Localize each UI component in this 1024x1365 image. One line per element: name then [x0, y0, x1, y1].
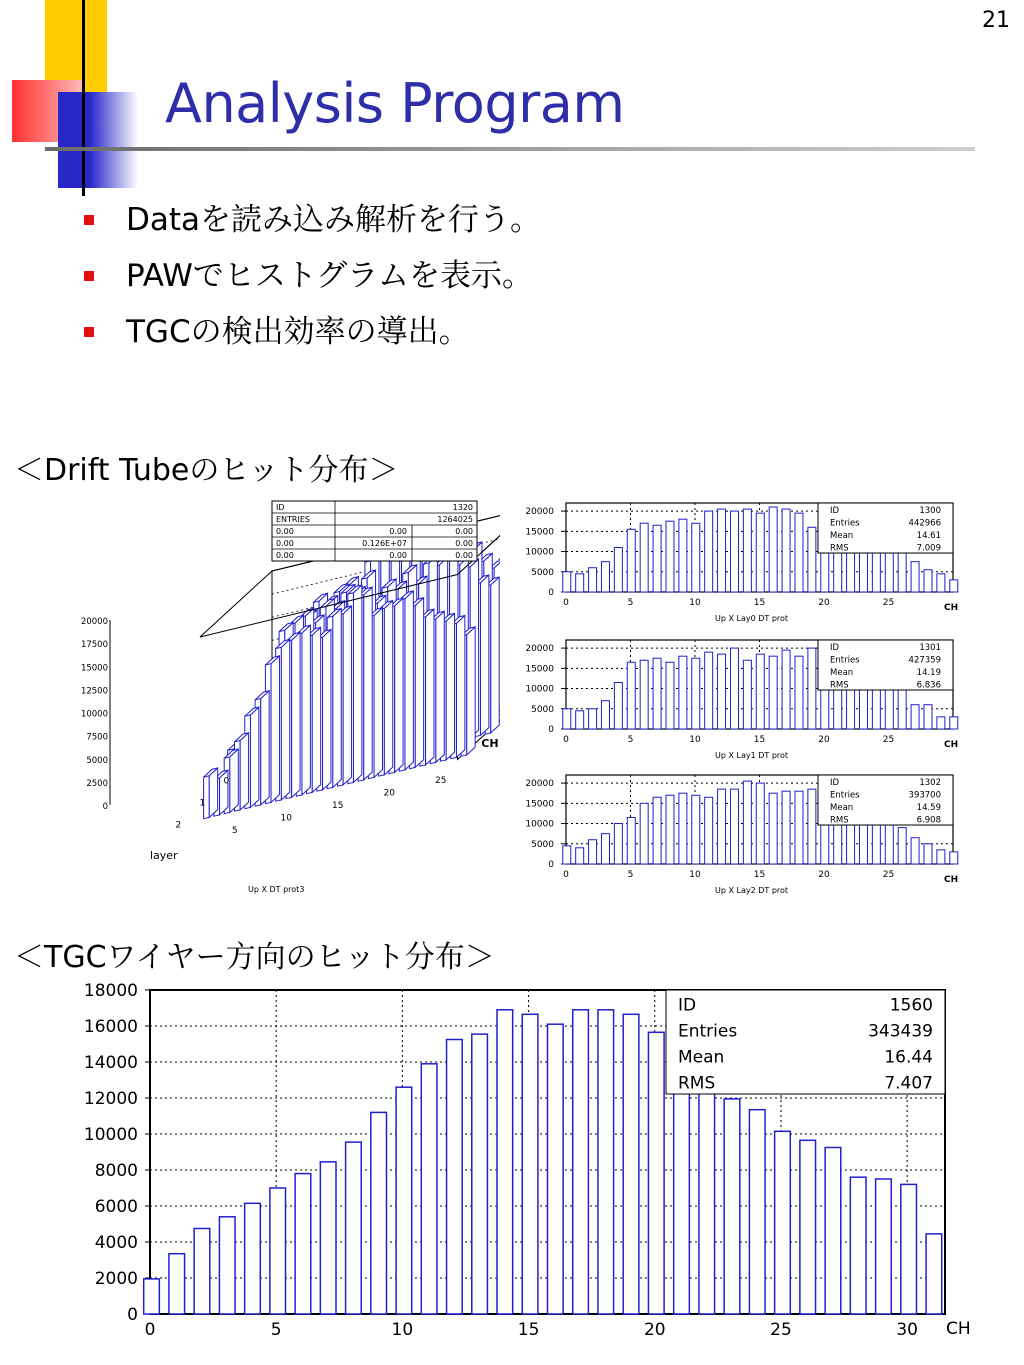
x-tick-label: 20: [818, 598, 830, 608]
stats-label: RMS: [830, 815, 849, 826]
z-tick-label: 12500: [80, 686, 108, 697]
x-tick-label: 0: [563, 598, 569, 608]
histogram-bar: [421, 1064, 437, 1314]
histogram-bar: [743, 509, 751, 592]
histogram-bar: [950, 852, 958, 864]
x-tick-label: 5: [231, 825, 238, 836]
x-axis-label: CH: [481, 736, 499, 750]
x-tick-label: 10: [391, 1320, 414, 1340]
page-number: 21: [982, 8, 1010, 33]
title-rule: [45, 147, 975, 151]
histogram-bar: [601, 834, 609, 864]
y-tick-label: 6000: [94, 1196, 138, 1217]
histogram-bar: [270, 1188, 286, 1314]
layer-axis-label: layer: [150, 849, 178, 862]
histogram-bar: [640, 660, 648, 729]
histogram-bar: [911, 562, 919, 592]
x-tick-label: 20: [643, 1320, 666, 1340]
y-tick-label: 8000: [94, 1160, 138, 1181]
histogram-bar: [898, 828, 906, 864]
x-tick-label: 25: [882, 598, 895, 608]
stats-value: 393700: [908, 790, 941, 801]
lego-bar-side: [230, 749, 238, 812]
stats-value: 14.61: [916, 530, 941, 541]
stats-value: 1300: [919, 505, 941, 516]
histogram-bar: [640, 803, 648, 864]
histogram-bar: [808, 789, 816, 864]
deco-vertical-line: [82, 0, 85, 196]
histogram-layer2: [510, 767, 970, 902]
histogram-bar: [666, 521, 674, 592]
histogram-bar: [396, 1087, 412, 1314]
histogram-bar: [666, 662, 674, 729]
histogram-bar: [924, 705, 932, 729]
histogram-bar: [924, 844, 932, 864]
bullet-text: Dataを読み込み解析を行う。: [126, 202, 542, 238]
histogram-bar: [219, 1217, 235, 1314]
lego-bar-side: [271, 656, 279, 802]
stats-label: ID: [830, 642, 840, 653]
histogram-bar: [614, 548, 622, 593]
histogram-bar: [699, 1083, 715, 1314]
histogram-bar: [648, 1032, 664, 1314]
histogram-bar: [144, 1279, 160, 1314]
stats-value: 14.59: [916, 802, 941, 813]
stats-value: 427359: [908, 655, 941, 666]
stats-cell: 1320: [452, 503, 473, 512]
histogram-bar: [653, 658, 661, 729]
stats-label: ID: [678, 995, 697, 1016]
histogram-tgc: [0, 980, 1024, 1365]
bullet-list: [84, 192, 541, 360]
histogram-bar: [782, 509, 790, 592]
lego-bar-side: [292, 632, 300, 797]
bullet-text: TGCの検出効率の導出。: [126, 314, 470, 350]
stats-cell: 0.00: [455, 527, 473, 536]
stats-cell: 0.00: [389, 527, 407, 536]
stats-label: Mean: [830, 802, 854, 813]
z-tick-label: 5000: [86, 755, 108, 766]
histogram-bar: [666, 795, 674, 864]
lego-bar-side: [302, 625, 310, 795]
histogram-bar: [898, 552, 906, 592]
stats-label: Entries: [830, 518, 860, 529]
deco-blue-block: [58, 92, 138, 188]
x-axis-label: CH: [944, 875, 959, 885]
lego-bar-side: [456, 616, 464, 758]
histogram-bar: [627, 662, 635, 729]
x-tick-label: 15: [753, 598, 766, 608]
histogram-bar: [825, 1148, 841, 1315]
y-tick-label: 15000: [525, 664, 554, 675]
histogram-bar: [614, 824, 622, 864]
stats-cell: 0.00: [276, 551, 294, 560]
histogram-bar: [573, 1010, 589, 1314]
lego-bar-side: [467, 627, 475, 755]
stats-cell: 0.00: [389, 551, 407, 560]
section-heading-tgc: ＜TGCワイヤー方向のヒット分布＞: [14, 940, 495, 975]
histogram-bar: [692, 523, 700, 592]
stats-label: Entries: [678, 1021, 738, 1042]
histogram-bar: [627, 817, 635, 864]
histogram-bar: [623, 1014, 639, 1314]
x-tick-label: 5: [627, 735, 634, 745]
histogram-bar: [730, 511, 738, 592]
histogram-bar: [576, 711, 584, 729]
histogram-bar: [718, 509, 726, 592]
x-tick-label: 15: [753, 870, 766, 880]
histogram-bar: [743, 660, 751, 729]
y-tick-label: 5000: [531, 567, 554, 578]
histogram-bar: [679, 656, 687, 729]
stats-label: Mean: [678, 1047, 725, 1068]
y-tick-label: 10000: [83, 1124, 138, 1145]
y-tick-label: 20000: [525, 779, 554, 790]
lego-bar-side: [312, 627, 320, 792]
z-tick-label: 15000: [80, 663, 108, 674]
histogram-bar: [705, 511, 713, 592]
y-tick-label: 20000: [525, 507, 554, 518]
x-tick-label: 20: [818, 870, 830, 880]
lego-bar-side: [353, 585, 361, 782]
stats-value: 14.19: [916, 667, 941, 678]
histogram-bar: [589, 840, 597, 864]
stats-label: RMS: [830, 680, 849, 691]
lego-bar-side: [480, 575, 488, 735]
lego-bar-side: [374, 608, 382, 778]
histogram-bar: [601, 701, 609, 729]
stats-value: 16.44: [884, 1047, 933, 1068]
stats-label: Mean: [830, 667, 854, 678]
stats-cell: 0.00: [455, 539, 473, 548]
histogram-bar: [937, 574, 945, 592]
stats-value: 6.908: [916, 815, 941, 826]
histogram-bar: [800, 1140, 816, 1314]
y-tick-label: 5000: [531, 839, 554, 850]
x-tick-label: 25: [882, 870, 895, 880]
stats-value: 1302: [919, 777, 941, 788]
stats-cell: 0.00: [455, 551, 473, 560]
histogram-bar: [548, 1024, 564, 1314]
lego-bar-side: [323, 630, 331, 790]
lego-bar-side: [333, 609, 341, 788]
z-tick-label: 10000: [80, 709, 108, 720]
histogram-bar: [730, 648, 738, 729]
stats-cell: ENTRIES: [276, 515, 310, 524]
histogram-bar: [756, 783, 764, 864]
histogram-bar: [769, 507, 777, 592]
stats-cell: 0.00: [276, 527, 294, 536]
histogram-bar: [563, 572, 571, 592]
x-tick-label: 15: [753, 735, 766, 745]
histogram-bar: [950, 580, 958, 592]
bullet-item: [84, 248, 541, 304]
histogram-bar: [194, 1229, 210, 1315]
histogram-bar: [718, 654, 726, 729]
histogram-bar: [718, 789, 726, 864]
stats-label: RMS: [830, 543, 849, 554]
stats-value: 7.407: [884, 1073, 933, 1094]
histogram-bar: [937, 717, 945, 729]
stats-label: Entries: [830, 655, 860, 666]
x-tick-label: 10: [280, 813, 292, 824]
page-title: Analysis Program: [165, 72, 625, 135]
lego-bar-side: [250, 707, 258, 807]
histogram-bar: [795, 513, 803, 592]
y-tick-label: 4000: [94, 1232, 138, 1253]
x-tick-label: 25: [434, 775, 447, 786]
plot-caption: Up X Lay0 DT prot: [715, 614, 789, 623]
lego-bar-side: [405, 591, 413, 770]
deco-yellow-block: [45, 0, 107, 92]
histogram-bar: [724, 1099, 740, 1314]
y-tick-label: 10000: [525, 684, 554, 695]
x-tick-label: 30: [896, 1320, 918, 1340]
lego-bar-side: [415, 598, 423, 768]
histogram-bar: [601, 562, 609, 592]
stats-value: 6.836: [916, 680, 941, 691]
histogram-bar: [775, 1131, 791, 1314]
stats-value: 1301: [919, 642, 941, 653]
histogram-bar: [876, 1179, 892, 1314]
histogram-bar: [497, 1010, 513, 1314]
histogram-bar: [576, 848, 584, 864]
histogram-bar: [911, 838, 919, 864]
stats-box: [272, 501, 477, 561]
y-tick-label: 0: [548, 588, 554, 599]
stats-label: Entries: [830, 790, 860, 801]
lego-bar-side: [364, 587, 372, 780]
z-tick-label: 2500: [86, 778, 108, 789]
stats-label: RMS: [678, 1073, 716, 1094]
lego-bar-side: [395, 598, 403, 772]
histogram-bar: [692, 658, 700, 729]
histogram-layer1: [510, 632, 970, 767]
lego-plot: [30, 495, 500, 900]
histogram-bar: [614, 682, 622, 729]
y-tick-label: 14000: [83, 1052, 138, 1073]
stats-cell: ID: [276, 503, 285, 512]
histogram-bar: [245, 1203, 261, 1314]
histogram-layer0: [510, 495, 970, 630]
bullet-square-icon: [84, 271, 94, 281]
stats-value: 7.009: [916, 543, 941, 554]
lego-bar-side: [240, 733, 248, 810]
y-tick-label: 0: [127, 1304, 138, 1325]
x-tick-label: 25: [882, 735, 895, 745]
lego-bar: [204, 776, 210, 819]
histogram-bar: [653, 797, 661, 864]
histogram-bar: [756, 513, 764, 592]
lego-bar-side: [491, 577, 499, 733]
x-tick-label: 20: [818, 735, 830, 745]
y-tick-label: 10000: [525, 547, 554, 558]
plot-caption: Up X Lay2 DT prot: [715, 886, 789, 895]
y-tick-label: 20000: [525, 644, 554, 655]
histogram-bar: [749, 1110, 765, 1314]
bullet-text: PAWでヒストグラムを表示。: [126, 258, 533, 294]
stats-cell: 0.00: [276, 539, 294, 548]
histogram-bar: [598, 1010, 614, 1314]
y-tick-label: 10000: [525, 819, 554, 830]
histogram-bar: [589, 568, 597, 592]
stats-value: 442966: [908, 518, 941, 529]
histogram-bar: [679, 793, 687, 864]
bullet-square-icon: [84, 327, 94, 337]
histogram-bar: [769, 793, 777, 864]
histogram-bar: [911, 705, 919, 729]
y-tick-label: 12000: [83, 1088, 138, 1109]
y-tick-label: 5000: [531, 704, 554, 715]
y-tick-label: 0: [548, 725, 554, 736]
lego-bar-side: [209, 768, 217, 817]
x-tick-label: 5: [270, 1320, 282, 1340]
y-tick-label: 15000: [525, 527, 554, 538]
z-tick-label: 20000: [80, 617, 108, 627]
stats-label: Mean: [830, 530, 854, 541]
stats-value: 343439: [868, 1021, 933, 1042]
bullet-item: [84, 192, 541, 248]
stats-cell: 1264025: [437, 515, 473, 524]
histogram-bar: [850, 1177, 866, 1314]
histogram-bar: [371, 1112, 387, 1314]
x-tick-label: 15: [517, 1320, 540, 1340]
lego-bar-side: [343, 606, 351, 785]
histogram-bar: [627, 529, 635, 592]
lego-bar-side: [446, 613, 454, 759]
x-axis-label: CH: [944, 740, 959, 750]
z-tick-label: 7500: [86, 732, 108, 743]
histogram-bar: [653, 525, 661, 592]
stats-value: 1560: [889, 995, 933, 1016]
y-tick-label: 18000: [83, 980, 138, 1001]
y-tick-label: 0: [548, 860, 554, 871]
histogram-bar: [705, 652, 713, 729]
histogram-bar: [808, 527, 816, 592]
lego-bar-side: [384, 601, 392, 775]
histogram-bar: [950, 717, 958, 729]
layer-tick-label: 1: [199, 798, 206, 809]
histogram-bar: [522, 1014, 538, 1314]
x-axis-label: CH: [944, 603, 959, 613]
histogram-bar: [295, 1174, 311, 1314]
x-tick-label: 0: [563, 870, 569, 880]
histogram-bar: [782, 650, 790, 729]
stats-cell: 0.126E+07: [362, 539, 407, 548]
x-tick-label: 0: [563, 735, 569, 745]
histogram-bar: [447, 1040, 463, 1315]
x-axis-label: CH: [946, 1319, 971, 1339]
x-tick-label: 15: [331, 800, 344, 811]
histogram-bar: [589, 709, 597, 729]
section-heading-drift: ＜Drift Tubeのヒット分布＞: [14, 453, 399, 488]
histogram-bar: [924, 570, 932, 592]
x-tick-label: 0: [144, 1320, 156, 1340]
histogram-bar: [730, 789, 738, 864]
histogram-bar: [169, 1254, 185, 1314]
plot-caption: Up X Lay1 DT prot: [715, 751, 789, 760]
histogram-bar: [692, 795, 700, 864]
histogram-bar: [756, 654, 764, 729]
histogram-bar: [937, 850, 945, 864]
histogram-bar: [320, 1162, 336, 1314]
histogram-bar: [795, 791, 803, 864]
histogram-bar: [769, 656, 777, 729]
plot-caption: Up X DT prot3: [248, 885, 305, 894]
histogram-bar: [346, 1142, 362, 1314]
histogram-bar: [679, 519, 687, 592]
bullet-item: [84, 304, 541, 360]
histogram-bar: [795, 656, 803, 729]
histogram-bar: [901, 1184, 917, 1314]
layer-tick-label: 0: [223, 776, 230, 787]
x-tick-label: 10: [689, 735, 701, 745]
x-tick-label: 10: [689, 870, 701, 880]
histogram-bar: [705, 797, 713, 864]
z-tick-label: 0: [102, 802, 108, 812]
x-tick-label: 5: [627, 598, 634, 608]
z-tick-label: 17500: [80, 640, 108, 651]
lego-bar-side: [281, 640, 289, 800]
y-tick-label: 2000: [94, 1268, 138, 1289]
stats-label: ID: [830, 777, 840, 788]
layer-tick-label: 2: [175, 820, 182, 831]
x-tick-label: 20: [383, 788, 395, 799]
histogram-bar: [576, 574, 584, 592]
x-tick-label: 25: [770, 1320, 792, 1340]
stats-label: ID: [830, 505, 840, 516]
histogram-bar: [743, 781, 751, 864]
histogram-bar: [472, 1034, 488, 1314]
histogram-bar: [808, 648, 816, 729]
x-tick-label: 10: [689, 598, 701, 608]
lego-bar-side: [261, 691, 269, 805]
histogram-bar: [563, 709, 571, 729]
histogram-bar: [640, 523, 648, 592]
y-tick-label: 15000: [525, 799, 554, 810]
histogram-bar: [926, 1234, 942, 1314]
bullet-square-icon: [84, 215, 94, 225]
x-tick-label: 5: [627, 870, 634, 880]
lego-bar-side: [436, 611, 444, 762]
histogram-bar: [563, 846, 571, 864]
y-tick-label: 16000: [83, 1016, 138, 1037]
histogram-bar: [782, 791, 790, 864]
lego-bar-side: [426, 609, 434, 765]
